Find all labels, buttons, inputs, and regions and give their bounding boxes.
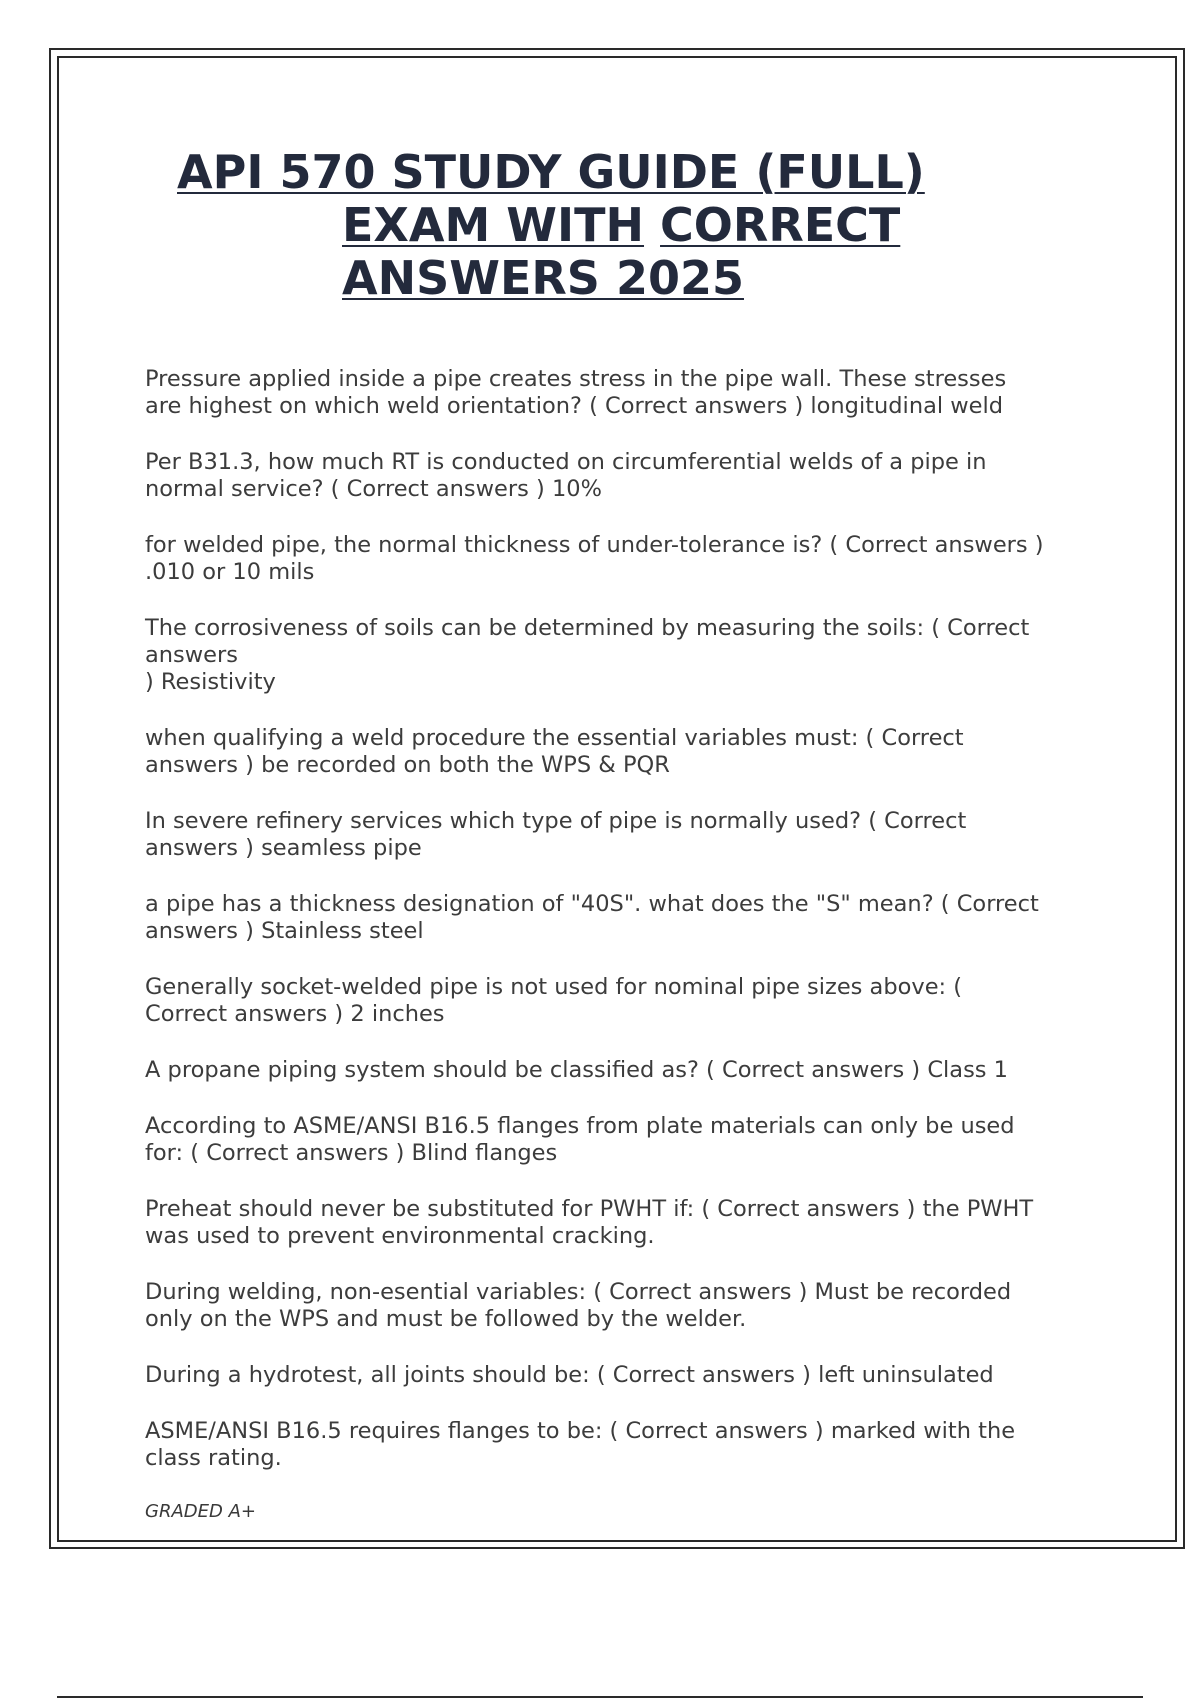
title-line-2a: EXAM WITH — [342, 198, 645, 252]
qa-item-5: when qualifying a weld procedure the essential variables must: ( Correct answers ) be recorded on both the WPS & PQR — [145, 725, 964, 778]
qa-item-12: During welding, non-esential variables: ( Correct answers ) Must be recorded only on the WPS and must be followed by the welder. — [145, 1279, 1012, 1332]
title-line-1: API 570 STUDY GUIDE (FULL) — [177, 145, 925, 199]
document-title — [0, 146, 1200, 305]
title-line-2b: CORRECT — [660, 198, 901, 252]
qa-item-3: for welded pipe, the normal thickness of under-tolerance is? ( Correct answers ) .010 or 10 mils — [145, 532, 1044, 585]
qa-item-11: Preheat should never be substituted for PWHT if: ( Correct answers ) the PWHT was used to prevent environmental cracking. — [145, 1196, 1034, 1249]
qa-item-10: According to ASME/ANSI B16.5 flanges from plate materials can only be used for: ( Correct answers ) Blind flanges — [145, 1113, 1015, 1166]
title-line-3: ANSWERS 2025 — [342, 251, 744, 305]
qa-item-1: Pressure applied inside a pipe creates stress in the pipe wall. These stresses are highest on which weld orientation? ( Correct answers ) longitudinal weld — [145, 366, 1007, 419]
bottom-rule — [57, 1696, 1143, 1698]
qa-item-7: a pipe has a thickness designation of "40S". what does the "S" mean? ( Correct answers ) Stainless steel — [145, 891, 1039, 944]
qa-item-2: Per B31.3, how much RT is conducted on circumferential welds of a pipe in normal service? ( Correct answers ) 10% — [145, 449, 987, 502]
qa-item-4: The corrosiveness of soils can be determined by measuring the soils: ( Correct answers ) Resistivity — [145, 615, 1030, 695]
qa-item-9: A propane piping system should be classified as? ( Correct answers ) Class 1 — [145, 1057, 1008, 1083]
qa-item-8: Generally socket-welded pipe is not used for nominal pipe sizes above: ( Correct answers ) 2 inches — [145, 974, 963, 1027]
qa-item-13: During a hydrotest, all joints should be: ( Correct answers ) left uninsulated — [145, 1362, 994, 1388]
qa-item-6: In severe refinery services which type of pipe is normally used? ( Correct answers ) seamless pipe — [145, 808, 967, 861]
qa-list — [145, 366, 1045, 1472]
graded-watermark: GRADED A+ — [145, 1501, 256, 1522]
qa-item-14: ASME/ANSI B16.5 requires flanges to be: ( Correct answers ) marked with the class rating. — [145, 1418, 1016, 1471]
